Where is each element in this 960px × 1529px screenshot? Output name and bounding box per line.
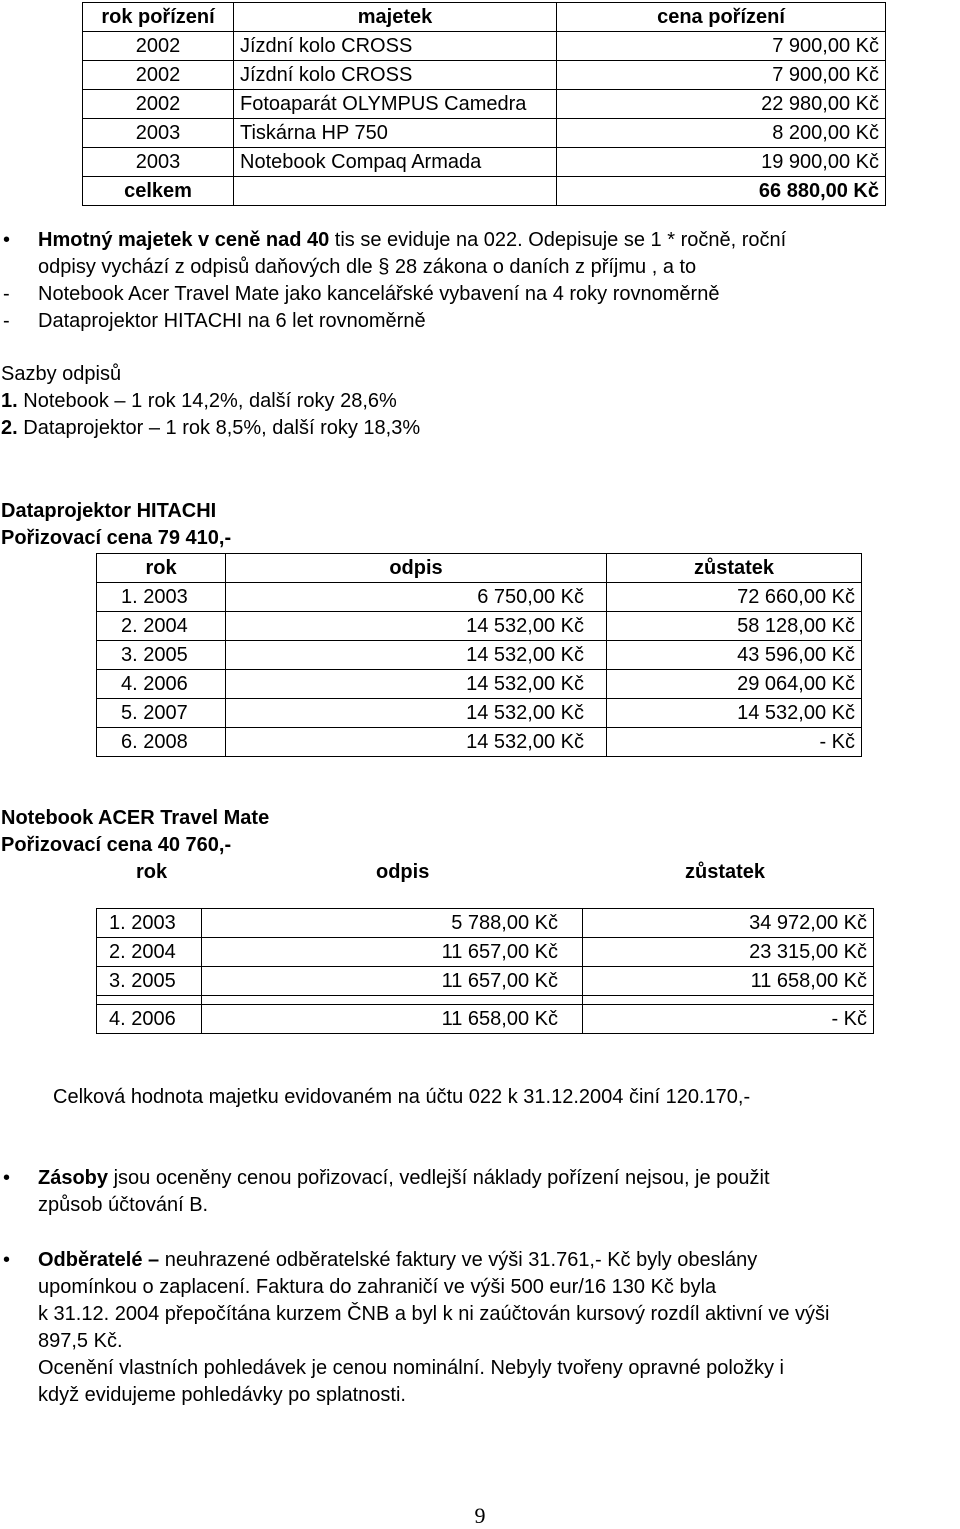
rate-item-2 <box>1 417 420 440</box>
table-row <box>97 699 862 728</box>
cell-price: 8 200,00 Kč <box>557 119 886 148</box>
cell-odpis: 14 532,00 Kč <box>226 670 607 699</box>
section-symbol: § <box>378 256 390 278</box>
cell-price: 22 980,00 Kč <box>557 90 886 119</box>
dash-marker: - <box>3 283 10 305</box>
cell-year: 4. 2006 <box>97 670 226 699</box>
asset-table <box>82 2 886 206</box>
table-header-row <box>83 3 886 32</box>
table-spacer-row <box>97 996 874 1005</box>
dash-item-notebook: Notebook Acer Travel Mate jako kancelářské vybavení na 4 roky rovnoměrně <box>38 283 720 305</box>
cell-year: 1. 2003 <box>97 583 226 612</box>
spacer-cell <box>97 996 202 1005</box>
cell-zustatek: - Kč <box>583 1005 874 1034</box>
table-header-row <box>97 554 862 583</box>
col-asset-header: majetek <box>234 3 557 32</box>
para-hmotny-line2 <box>38 256 696 279</box>
customers-line: Ocenění vlastních pohledávek je cenou nominální. Nebyly tvořeny opravné položky i <box>38 1357 784 1379</box>
cell-odpis: 11 658,00 Kč <box>202 1005 583 1034</box>
para-line2-rest: 28 zákona o daních z příjmu , a to <box>394 256 697 278</box>
cell-year: 2. 2004 <box>97 612 226 641</box>
customers-line: když evidujeme pohledávky po splatnosti. <box>38 1384 406 1406</box>
table-row <box>97 728 862 757</box>
para-line1-rest: tis se eviduje na 022. Odepisuje se 1 * ročně, roční <box>329 229 787 251</box>
table-row <box>97 1005 874 1034</box>
cell-zustatek: 72 660,00 Kč <box>607 583 862 612</box>
page-number: 9 <box>474 1503 486 1528</box>
stocks-bold: Zásoby <box>38 1167 109 1189</box>
rate-item-1 <box>1 390 397 413</box>
bullet-icon: • <box>3 1249 11 1271</box>
cell-year: 6. 2008 <box>97 728 226 757</box>
cell-odpis: 11 657,00 Kč <box>202 967 583 996</box>
total-value: 66 880,00 Kč <box>557 177 886 206</box>
cell-zustatek: 29 064,00 Kč <box>607 670 862 699</box>
para-hmotny-line1 <box>38 229 786 252</box>
dash-item-projector: Dataprojektor HITACHI na 6 let rovnoměrně <box>38 310 426 332</box>
customers-line: 897,5 Kč. <box>38 1330 123 1352</box>
customers-line1 <box>38 1249 757 1272</box>
cell-zustatek: 11 658,00 Kč <box>583 967 874 996</box>
notebook-title: Notebook ACER Travel Mate <box>1 807 270 829</box>
col-price-header: cena pořízení <box>557 3 886 32</box>
cell-asset: Tiskárna HP 750 <box>234 119 557 148</box>
cell-odpis: 14 532,00 Kč <box>226 699 607 728</box>
cell-year: 3. 2005 <box>97 641 226 670</box>
spacer-cell <box>202 996 583 1005</box>
stocks-line1 <box>38 1167 770 1190</box>
total-empty-cell <box>234 177 557 206</box>
customers-line: k 31.12. 2004 přepočítána kurzem ČNB a byl k ni zaúčtován kursový rozdíl aktivní ve výši <box>38 1303 830 1325</box>
cell-price: 7 900,00 Kč <box>557 32 886 61</box>
col-zustatek-header: zůstatek <box>685 861 766 883</box>
bullet-icon: • <box>3 229 11 251</box>
stocks-line1-rest: jsou oceněny cenou pořizovací, vedlejší náklady pořízení nejsou, je použit <box>108 1167 770 1189</box>
cell-zustatek: 34 972,00 Kč <box>583 909 874 938</box>
col-odpis-header: odpis <box>376 861 430 883</box>
table-row <box>97 909 874 938</box>
cell-asset: Jízdní kolo CROSS <box>234 61 557 90</box>
para-bold-lead: Hmotný majetek v ceně nad 40 <box>38 229 330 251</box>
para-line2: odpisy vychází z odpisů daňových dle <box>38 256 373 278</box>
cell-asset: Jízdní kolo CROSS <box>234 32 557 61</box>
col-zustatek-header: zůstatek <box>607 554 862 583</box>
cell-zustatek: 14 532,00 Kč <box>607 699 862 728</box>
cell-asset: Notebook Compaq Armada <box>234 148 557 177</box>
cell-zustatek: 43 596,00 Kč <box>607 641 862 670</box>
cell-price: 19 900,00 Kč <box>557 148 886 177</box>
table-row <box>97 670 862 699</box>
table-row <box>97 612 862 641</box>
col-odpis-header: odpis <box>226 554 607 583</box>
cell-zustatek: - Kč <box>607 728 862 757</box>
cell-year: 2003 <box>83 148 234 177</box>
total-value-note: Celková hodnota majetku evidovaném na účtu 022 k 31.12.2004 činí 120.170,- <box>53 1086 751 1108</box>
customers-line1-rest: neuhrazené odběratelské faktury ve výši 31.761,- Kč byly obeslány <box>159 1249 758 1271</box>
cell-year: 2002 <box>83 61 234 90</box>
cell-odpis: 14 532,00 Kč <box>226 728 607 757</box>
total-row <box>83 177 886 206</box>
cell-price: 7 900,00 Kč <box>557 61 886 90</box>
table-row <box>97 938 874 967</box>
rate-num: 1. <box>1 390 18 412</box>
table-row <box>83 61 886 90</box>
bullet-icon: • <box>3 1167 11 1189</box>
table-row <box>97 967 874 996</box>
notebook-price: Pořizovací cena 40 760,- <box>1 834 232 856</box>
dash-marker: - <box>3 310 10 332</box>
table-row <box>97 641 862 670</box>
projector-depreciation-table <box>96 553 862 757</box>
customers-line: upomínkou o zaplacení. Faktura do zahraničí ve výši 500 eur/16 130 Kč byla <box>38 1276 717 1298</box>
rate-text: Dataprojektor – 1 rok 8,5%, další roky 18,3% <box>23 417 421 439</box>
notebook-depreciation-table <box>96 908 874 1034</box>
table-row <box>83 90 886 119</box>
cell-odpis: 14 532,00 Kč <box>226 641 607 670</box>
col-year-header: rok pořízení <box>83 3 234 32</box>
cell-odpis: 11 657,00 Kč <box>202 938 583 967</box>
cell-year: 1. 2003 <box>97 909 202 938</box>
rate-text: Notebook – 1 rok 14,2%, další roky 28,6% <box>23 390 397 412</box>
spacer-cell <box>583 996 874 1005</box>
rate-num: 2. <box>1 417 18 439</box>
cell-odpis: 6 750,00 Kč <box>226 583 607 612</box>
col-rok-header: rok <box>97 554 226 583</box>
total-label: celkem <box>83 177 234 206</box>
projector-price: Pořizovací cena 79 410,- <box>1 527 232 549</box>
cell-year: 5. 2007 <box>97 699 226 728</box>
cell-year: 2002 <box>83 90 234 119</box>
table-row <box>97 583 862 612</box>
cell-year: 3. 2005 <box>97 967 202 996</box>
cell-year: 4. 2006 <box>97 1005 202 1034</box>
table-row <box>83 148 886 177</box>
stocks-line2: způsob účtování B. <box>38 1194 209 1216</box>
cell-year: 2. 2004 <box>97 938 202 967</box>
cell-odpis: 5 788,00 Kč <box>202 909 583 938</box>
rates-title: Sazby odpisů <box>1 363 122 385</box>
cell-year: 2003 <box>83 119 234 148</box>
projector-title: Dataprojektor HITACHI <box>1 500 217 522</box>
customers-bold: Odběratelé – <box>38 1249 160 1271</box>
cell-year: 2002 <box>83 32 234 61</box>
table-row <box>83 119 886 148</box>
cell-asset: Fotoaparát OLYMPUS Camedra <box>234 90 557 119</box>
cell-zustatek: 23 315,00 Kč <box>583 938 874 967</box>
cell-zustatek: 58 128,00 Kč <box>607 612 862 641</box>
cell-odpis: 14 532,00 Kč <box>226 612 607 641</box>
table-row <box>83 32 886 61</box>
col-rok-header: rok <box>136 861 168 883</box>
